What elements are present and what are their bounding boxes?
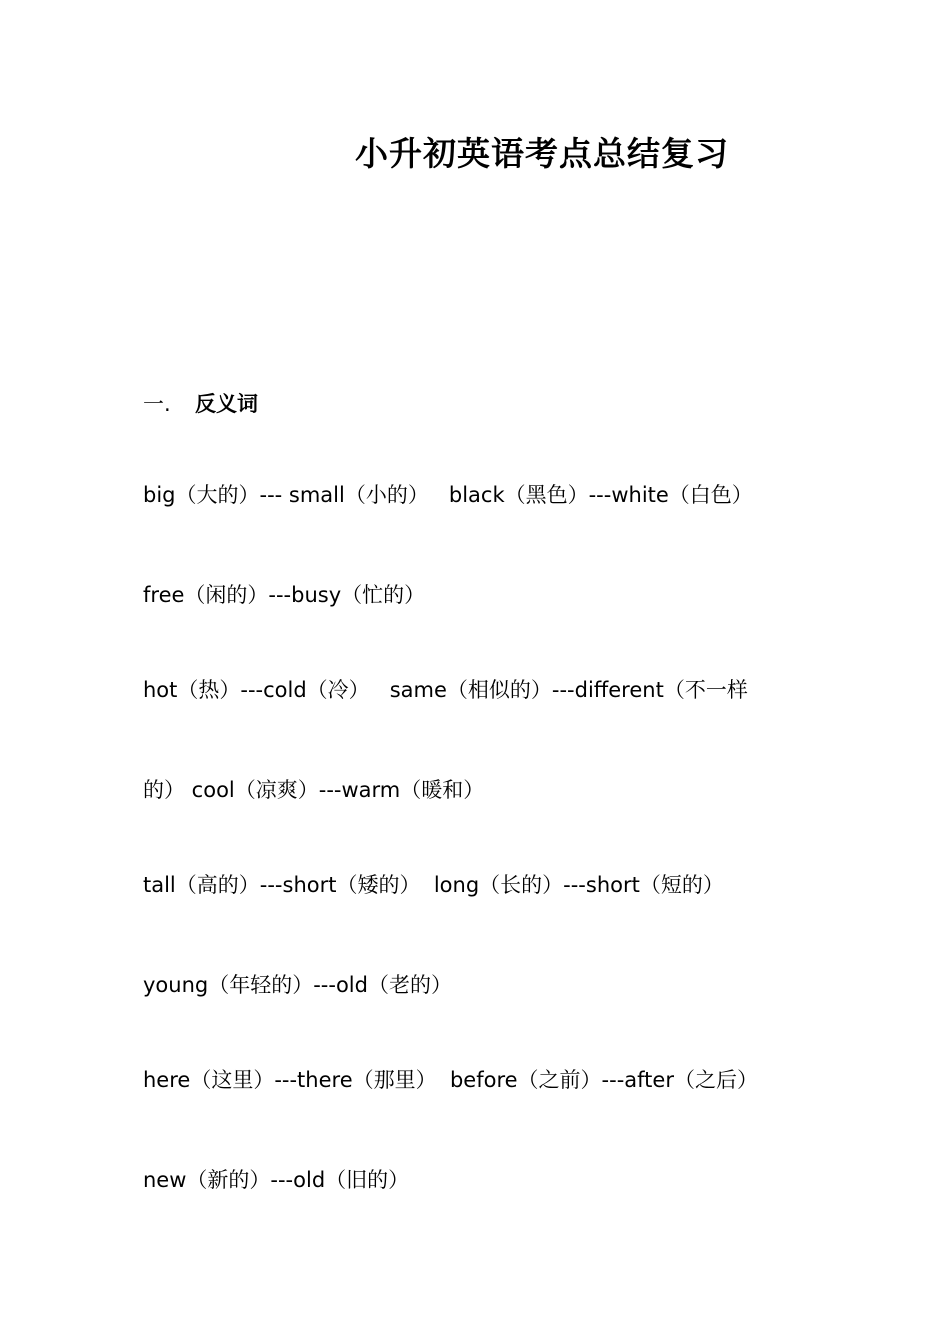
antonym-line: young（年轻的）---old（老的） <box>143 973 452 997</box>
section-number: 一. <box>143 392 171 416</box>
antonym-line: new（新的）---old（旧的） <box>143 1168 410 1192</box>
section-label: 反义词 <box>195 392 258 416</box>
antonym-line: here（这里）---there（那里） before（之前）---after（之后） <box>143 1068 758 1092</box>
antonym-line: tall（高的）---short（矮的） long（长的）---short（短的） <box>143 873 724 897</box>
antonym-line: free（闲的）---busy（忙的） <box>143 583 426 607</box>
section-heading <box>143 388 258 418</box>
antonym-line: hot（热）---cold（冷） same（相似的）---different（不一样 <box>143 678 748 702</box>
antonym-line: 的） cool（凉爽）---warm（暖和） <box>143 778 485 802</box>
antonym-line: big（大的）--- small（小的） black（黑色）---white（白色） <box>143 483 753 507</box>
page-title: 小升初英语考点总结复习 <box>355 134 729 173</box>
